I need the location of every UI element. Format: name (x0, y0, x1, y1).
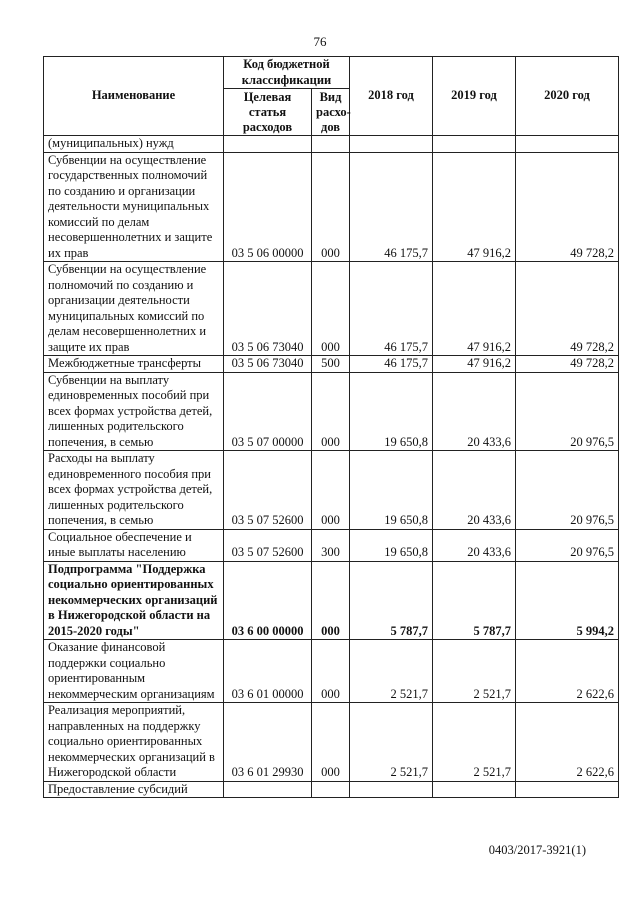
row-expense-type (312, 136, 350, 153)
row-value-2019: 2 521,7 (433, 703, 516, 782)
table-row (44, 451, 619, 530)
row-value-2020 (516, 781, 619, 798)
row-value-2018: 2 521,7 (350, 703, 433, 782)
row-value-2018: 46 175,7 (350, 262, 433, 356)
row-value-2019: 5 787,7 (433, 561, 516, 640)
row-value-2018 (350, 781, 433, 798)
column-header-expense-type: Вид расхо-дов (312, 89, 350, 136)
row-value-2019: 20 433,6 (433, 451, 516, 530)
column-header-target-article: Целевая статья расходов (224, 89, 312, 136)
row-target-article: 03 5 06 73040 (224, 356, 312, 373)
row-expense-type: 000 (312, 451, 350, 530)
row-target-article (224, 136, 312, 153)
document-reference: 0403/2017-3921(1) (488, 843, 586, 857)
row-target-article: 03 5 06 00000 (224, 152, 312, 262)
row-expense-type: 000 (312, 372, 350, 451)
row-value-2020: 49 728,2 (516, 262, 619, 356)
row-name: Социальное обеспечение и иные выплаты населению (44, 529, 224, 561)
row-name: Субвенции на осуществление государственных полномочий по созданию и организации деятельности муниципальных комиссий по делам несовершеннолетних и защите их прав (44, 152, 224, 262)
row-value-2018: 19 650,8 (350, 372, 433, 451)
row-value-2019: 47 916,2 (433, 152, 516, 262)
row-value-2019 (433, 136, 516, 153)
row-value-2020: 20 976,5 (516, 529, 619, 561)
row-value-2019: 2 521,7 (433, 640, 516, 703)
row-value-2018: 19 650,8 (350, 529, 433, 561)
table-row (44, 136, 619, 153)
table-body (44, 136, 619, 798)
table-row (44, 152, 619, 262)
row-expense-type (312, 781, 350, 798)
row-value-2018 (350, 136, 433, 153)
row-expense-type: 000 (312, 703, 350, 782)
row-value-2018: 46 175,7 (350, 152, 433, 262)
row-value-2018: 2 521,7 (350, 640, 433, 703)
row-target-article (224, 781, 312, 798)
row-name: Предоставление субсидий (44, 781, 224, 798)
row-target-article: 03 6 00 00000 (224, 561, 312, 640)
row-expense-type: 300 (312, 529, 350, 561)
row-name: (муниципальных) нужд (44, 136, 224, 153)
row-target-article: 03 6 01 00000 (224, 640, 312, 703)
row-value-2019: 20 433,6 (433, 529, 516, 561)
row-name: Субвенции на осуществление полномочий по созданию и организации деятельности муниципальных комиссий по делам несовершеннолетних и защите их прав (44, 262, 224, 356)
row-value-2020: 20 976,5 (516, 451, 619, 530)
row-value-2020: 5 994,2 (516, 561, 619, 640)
table-row (44, 561, 619, 640)
table-header (44, 57, 619, 136)
row-name: Расходы на выплату единовременного пособия при всех формах устройства детей, лишенных родительского попечения, в семью (44, 451, 224, 530)
row-name: Реализация мероприятий, направленных на поддержку социально ориентированных некоммерческих организаций в Нижегородской области (44, 703, 224, 782)
column-header-2019: 2019 год (433, 57, 516, 136)
page-number: 76 (313, 34, 327, 49)
column-header-name: Наименование (44, 57, 224, 136)
row-value-2020 (516, 136, 619, 153)
row-value-2020: 2 622,6 (516, 640, 619, 703)
row-expense-type: 500 (312, 356, 350, 373)
row-value-2019 (433, 781, 516, 798)
row-name: Межбюджетные трансферты (44, 356, 224, 373)
row-value-2019: 20 433,6 (433, 372, 516, 451)
row-value-2020: 2 622,6 (516, 703, 619, 782)
table-row (44, 356, 619, 373)
row-expense-type: 000 (312, 640, 350, 703)
row-name: Субвенции на выплату единовременных пособий при всех формах устройства детей, лишенных родительского попечения, в семью (44, 372, 224, 451)
row-value-2019: 47 916,2 (433, 262, 516, 356)
row-value-2019: 47 916,2 (433, 356, 516, 373)
table-row (44, 529, 619, 561)
column-header-budget-code: Код бюджетной классификации (224, 57, 350, 89)
row-target-article: 03 5 07 52600 (224, 529, 312, 561)
row-expense-type: 000 (312, 561, 350, 640)
row-value-2018: 46 175,7 (350, 356, 433, 373)
column-header-2020: 2020 год (516, 57, 619, 136)
row-expense-type: 000 (312, 152, 350, 262)
table-row (44, 781, 619, 798)
row-value-2018: 19 650,8 (350, 451, 433, 530)
row-target-article: 03 5 06 73040 (224, 262, 312, 356)
budget-table (43, 56, 619, 798)
table-row (44, 372, 619, 451)
table-row (44, 640, 619, 703)
row-target-article: 03 6 01 29930 (224, 703, 312, 782)
column-header-2018: 2018 год (350, 57, 433, 136)
row-name: Подпрограмма "Поддержка социально ориентированных некоммерческих организаций в Нижегородской области на 2015-2020 годы" (44, 561, 224, 640)
table-row (44, 262, 619, 356)
row-target-article: 03 5 07 00000 (224, 372, 312, 451)
row-name: Оказание финансовой поддержки социально ориентированным некоммерческим организациям (44, 640, 224, 703)
row-value-2018: 5 787,7 (350, 561, 433, 640)
row-value-2020: 20 976,5 (516, 372, 619, 451)
table-row (44, 703, 619, 782)
row-target-article: 03 5 07 52600 (224, 451, 312, 530)
row-expense-type: 000 (312, 262, 350, 356)
row-value-2020: 49 728,2 (516, 152, 619, 262)
row-value-2020: 49 728,2 (516, 356, 619, 373)
